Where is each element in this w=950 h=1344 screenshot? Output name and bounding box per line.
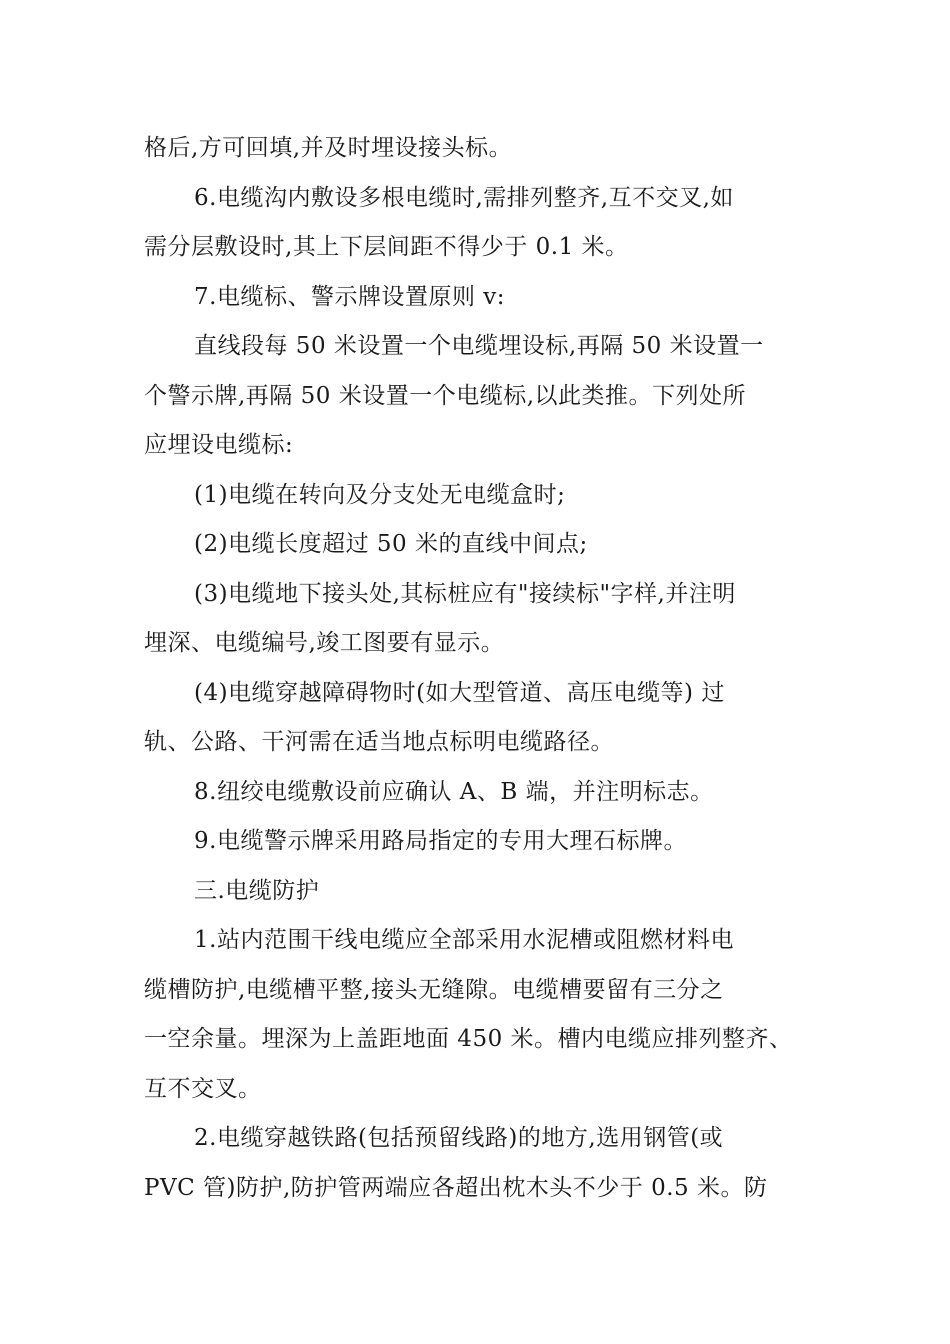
text-line: 2.电缆穿越铁路(包括预留线路)的地方,选用钢管(或: [194, 1125, 724, 1151]
text-line: 6.电缆沟内敷设多根电缆时,需排列整齐,互不交叉,如: [194, 184, 734, 211]
text-line: (4)电缆穿越障碍物时(如大型管道、高压电缆等) 过: [194, 679, 725, 706]
text-line: (1)电缆在转向及分支处无电缆盒时;: [194, 481, 566, 508]
text-line: 应埋设电缆标:: [144, 432, 294, 458]
text-line: 缆槽防护,电缆槽平整,接头无缝隙。电缆槽要留有三分之: [144, 976, 724, 1003]
text-line: 互不交叉。: [144, 1075, 262, 1102]
text-line: 1.站内范围干线电缆应全部采用水泥槽或阻燃材料电: [194, 927, 734, 953]
text-line: 9.电缆警示牌采用路局指定的专用大理石标牌。: [194, 828, 687, 854]
text-line: 埋深、电缆编号,竣工图要有显示。: [144, 630, 505, 656]
text-line: 直线段每 50 米设置一个电缆埋设标,再隔 50 米设置一: [194, 333, 764, 359]
text-line: PVC 管)防护,防护管两端应各超出枕木头不少于 0.5 米。防: [144, 1174, 768, 1201]
text-line: 格后,方可回填,并及时埋设接头标。: [144, 135, 513, 161]
text-line: 轨、公路、干河需在适当地点标明电缆路径。: [144, 729, 614, 755]
text-line: (3)电缆地下接头处,其标桩应有"接续标"字样,并注明: [194, 580, 736, 607]
text-line: 个警示牌,再隔 50 米设置一个电缆标,以此类推。下列处所: [144, 382, 747, 409]
text-line: 7.电缆标、警示牌设置原则 v:: [194, 283, 505, 310]
document-body: [144, 124, 820, 1213]
text-line: 一空余量。埋深为上盖距地面 450 米。槽内电缆应排列整齐、: [144, 1026, 793, 1052]
text-line: 需分层敷设时,其上下层间距不得少于 0.1 米。: [144, 234, 629, 260]
text-line: (2)电缆长度超过 50 米的直线中间点;: [194, 531, 588, 557]
text-line: 8.纽绞电缆敷设前应确认 A、B 端，并注明标志。: [194, 778, 714, 805]
section-heading: 三.电缆防护: [194, 877, 320, 904]
